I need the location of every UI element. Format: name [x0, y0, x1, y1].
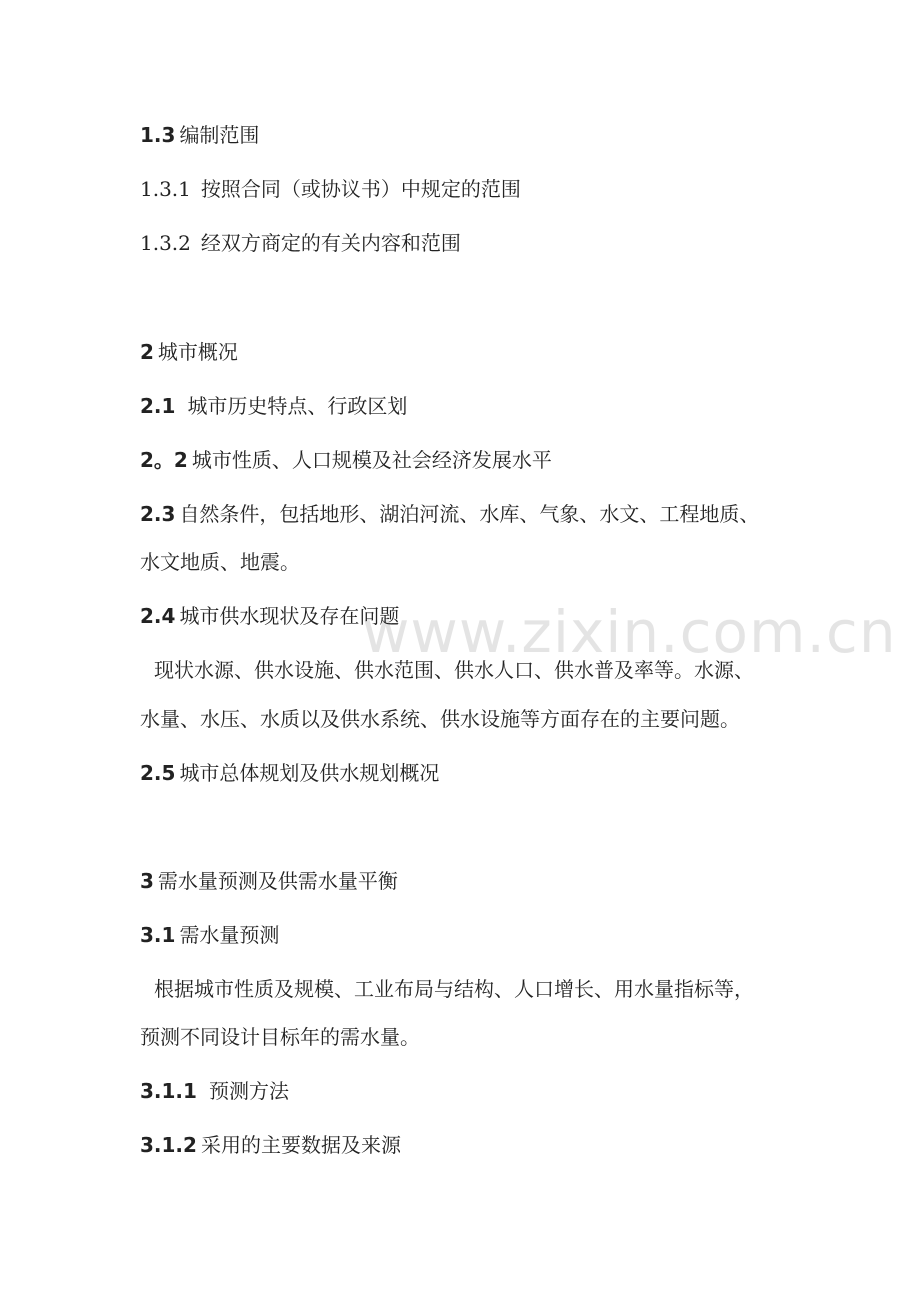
section-title: 需水量预测: [179, 923, 280, 947]
heading-2-4: [140, 602, 399, 630]
section-title: 采用的主要数据及来源: [200, 1133, 401, 1157]
section-number: 1.3: [140, 123, 176, 147]
section-number: 3.1: [140, 923, 176, 947]
heading-2-2: [140, 446, 552, 474]
heading-2-3: [140, 500, 759, 528]
section-number: 2.1: [140, 394, 176, 418]
section-title: 自然条件，包括地形、湖泊河流、水库、气象、水文、工程地质、: [179, 502, 760, 526]
body-text: 水量、水压、水质以及供水系统、供水设施等方面存在的主要问题。: [140, 707, 740, 731]
paragraph-line: [154, 975, 754, 1003]
section-title: 城市总体规划及供水规划概况: [179, 761, 440, 785]
section-number: 2: [140, 340, 154, 364]
section-title: 需水量预测及供需水量平衡: [157, 869, 398, 893]
section-number: 2.5: [140, 761, 176, 785]
paragraph-line: [140, 548, 300, 576]
heading-1-3-2: [140, 229, 461, 257]
heading-1-3: [140, 121, 259, 149]
watermark: www.zixin.com.cn: [362, 598, 897, 666]
heading-3-1-1: [140, 1077, 289, 1105]
heading-3-1-2: [140, 1131, 401, 1159]
heading-3-1: [140, 921, 279, 949]
section-number: 3.1.2: [140, 1133, 197, 1157]
heading-2-5: [140, 759, 439, 787]
heading-2: [140, 338, 238, 366]
section-title: 预测方法: [208, 1079, 289, 1103]
section-title: 城市性质、人口规模及社会经济发展水平: [191, 448, 552, 472]
section-title: 编制范围: [179, 123, 260, 147]
body-text: 现状水源、供水设施、供水范围、供水人口、供水普及率等。水源、: [154, 658, 754, 682]
paragraph-line: [140, 705, 740, 733]
section-title: 城市供水现状及存在问题: [179, 604, 400, 628]
body-text: 水文地质、地震。: [140, 550, 300, 574]
section-number: 1.3.1: [140, 177, 191, 201]
section-number: 3.1.1: [140, 1079, 197, 1103]
section-number: 2.3: [140, 502, 176, 526]
body-text: 根据城市性质及规模、工业布局与结构、人口增长、用水量指标等，: [154, 977, 754, 1001]
heading-3: [140, 867, 398, 895]
heading-1-3-1: [140, 175, 521, 203]
paragraph-line: [140, 1023, 420, 1051]
section-number: 3: [140, 869, 154, 893]
section-number: 2.4: [140, 604, 176, 628]
section-title: 经双方商定的有关内容和范围: [200, 231, 461, 255]
body-text: 预测不同设计目标年的需水量。: [140, 1025, 420, 1049]
heading-2-1: [140, 392, 407, 420]
section-title: 按照合同（或协议书）中规定的范围: [200, 177, 521, 201]
section-number: 2。2: [140, 448, 188, 472]
section-title: 城市历史特点、行政区划: [187, 394, 408, 418]
section-number: 1.3.2: [140, 231, 191, 255]
section-title: 城市概况: [157, 340, 238, 364]
